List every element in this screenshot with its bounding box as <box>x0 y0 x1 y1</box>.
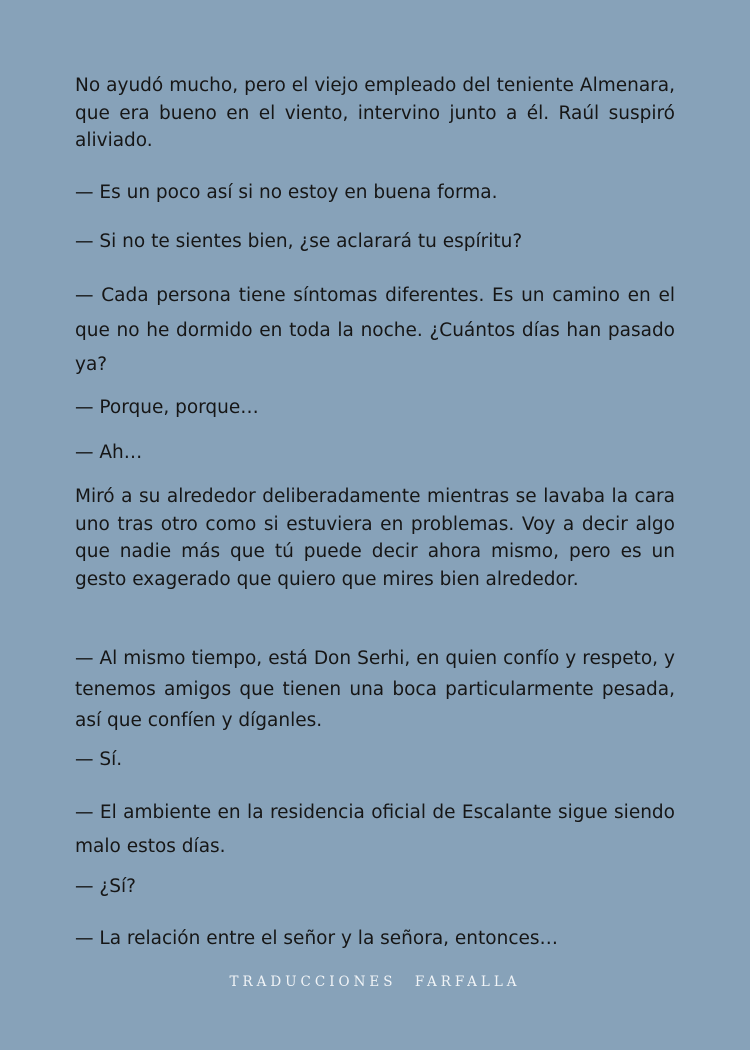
paragraph-1: No ayudó mucho, pero el viejo empleado del teniente Almenara, que era bueno en el viento, intervino junto a él. Raúl suspiró aliviado. <box>75 75 675 151</box>
paragraph-9: — Sí. <box>75 749 123 770</box>
paragraph-6: — Ah… <box>75 442 143 463</box>
paragraph-2: — Es un poco así si no estoy en buena forma. <box>75 182 498 203</box>
paragraph-7: Miró a su alrededor deliberadamente mientras se lavaba la cara uno tras otro como si estuviera en problemas. Voy a decir algo que nadie más que tú puede decir ahora mismo, pero es un gesto exagerado que quiero que mires bien alrededor. <box>75 486 675 590</box>
paragraph-12: — La relación entre el señor y la señora, entonces… <box>75 928 559 949</box>
paragraph-8: — Al mismo tiempo, está Don Serhi, en quien confío y respeto, y tenemos amigos que tienen una boca particularmente pesada, así que confíen y díganles. <box>75 648 675 731</box>
paragraph-4: — Cada persona tiene síntomas diferentes. Es un camino en el que no he dormido en toda la noche. ¿Cuántos días han pasado ya? <box>75 285 675 375</box>
paragraph-10: — El ambiente en la residencia oficial de Escalante sigue siendo malo estos días. <box>75 802 675 857</box>
paragraph-5: — Porque, porque… <box>75 397 259 418</box>
paragraph-11: — ¿Sí? <box>75 876 136 897</box>
footer-credit: TRADUCCIONES FARFALLA <box>229 974 521 990</box>
paragraph-3: — Si no te sientes bien, ¿se aclarará tu espíritu? <box>75 231 523 252</box>
